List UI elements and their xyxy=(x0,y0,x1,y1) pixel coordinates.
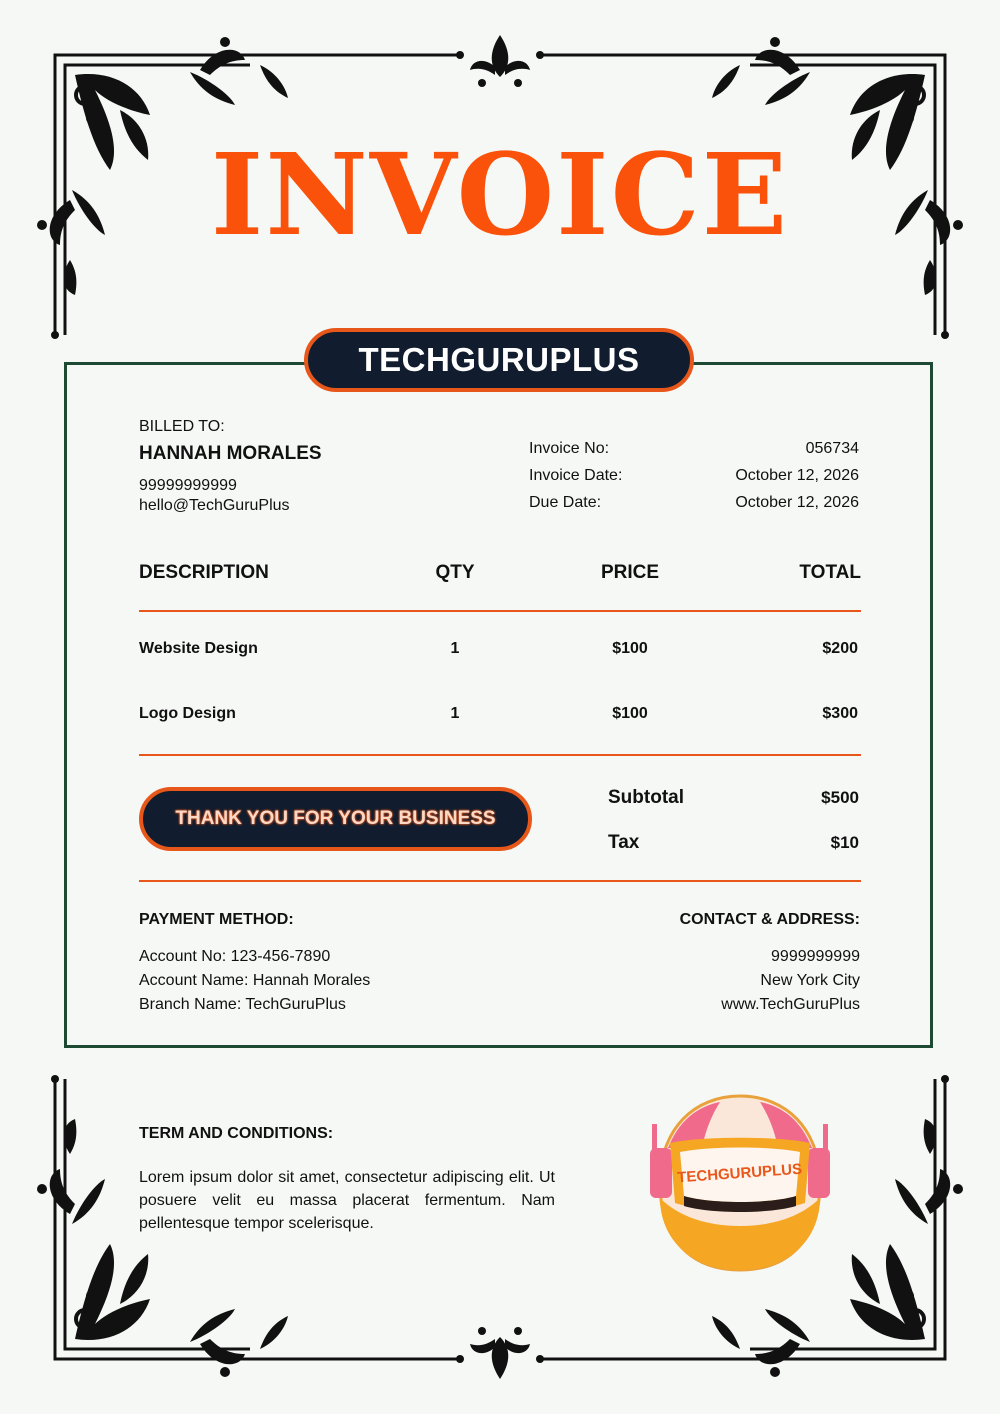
invoice-date-label: Invoice Date: xyxy=(529,467,623,484)
column-header-price: PRICE xyxy=(600,562,660,583)
due-date-row xyxy=(529,494,859,512)
helmet-logo xyxy=(640,1088,840,1278)
contact-city: New York City xyxy=(760,972,860,989)
tax-value: $10 xyxy=(830,833,859,852)
table-footer-divider xyxy=(139,754,861,756)
account-name: Account Name: Hannah Morales xyxy=(139,972,371,989)
invoice-number-row xyxy=(529,440,859,458)
row-1-description: Website Design xyxy=(139,640,258,657)
branch-name: Branch Name: TechGuruPlus xyxy=(139,996,346,1013)
due-date-value: October 12, 2026 xyxy=(735,494,859,511)
terms-body: Lorem ipsum dolor sit amet, consectetur adipiscing elit. Ut posuere velit eu massa placerat fermentum. Nam pellentesque tempor scelerisque. xyxy=(139,1169,555,1232)
summary-divider xyxy=(139,880,861,882)
table-header-divider xyxy=(139,610,861,612)
invoice-number-label: Invoice No: xyxy=(529,440,610,457)
column-header-total: TOTAL xyxy=(799,562,861,583)
payment-method-heading: PAYMENT METHOD: xyxy=(139,911,294,928)
contact-website: www.TechGuruPlus xyxy=(721,996,860,1013)
invoice-title: INVOICE xyxy=(210,130,790,261)
invoice-date-row xyxy=(529,467,859,485)
subtotal-value: $500 xyxy=(821,788,859,807)
row-1-price: $100 xyxy=(612,640,648,657)
row-1-total: $200 xyxy=(822,640,858,657)
column-header-description: DESCRIPTION xyxy=(139,562,269,583)
company-name-banner: TECHGURUPLUS xyxy=(304,328,694,392)
invoice-number-value: 056734 xyxy=(805,440,859,457)
helmet-logo-text: TECHGURUPLUS xyxy=(676,1160,803,1187)
row-1-qty: 1 xyxy=(450,640,460,657)
row-2-qty: 1 xyxy=(450,705,460,722)
account-number: Account No: 123-456-7890 xyxy=(139,948,331,965)
client-name: HANNAH MORALES xyxy=(139,443,322,464)
terms-heading: TERM AND CONDITIONS: xyxy=(139,1125,334,1142)
client-email: hello@TechGuruPlus xyxy=(139,497,290,514)
subtotal-label: Subtotal xyxy=(608,787,684,808)
row-2-total: $300 xyxy=(822,705,858,722)
billed-to-label: BILLED TO: xyxy=(139,418,225,435)
due-date-label: Due Date: xyxy=(529,494,602,511)
contact-phone: 9999999999 xyxy=(771,948,860,965)
client-phone: 99999999999 xyxy=(139,477,237,494)
thank-you-banner: THANK YOU FOR YOUR BUSINESS xyxy=(139,787,532,851)
row-2-description: Logo Design xyxy=(139,705,236,722)
column-header-qty: QTY xyxy=(435,562,475,583)
invoice-date-value: October 12, 2026 xyxy=(735,467,859,484)
tax-label: Tax xyxy=(608,832,640,853)
contact-heading: CONTACT & ADDRESS: xyxy=(679,911,860,928)
row-2-price: $100 xyxy=(612,705,648,722)
